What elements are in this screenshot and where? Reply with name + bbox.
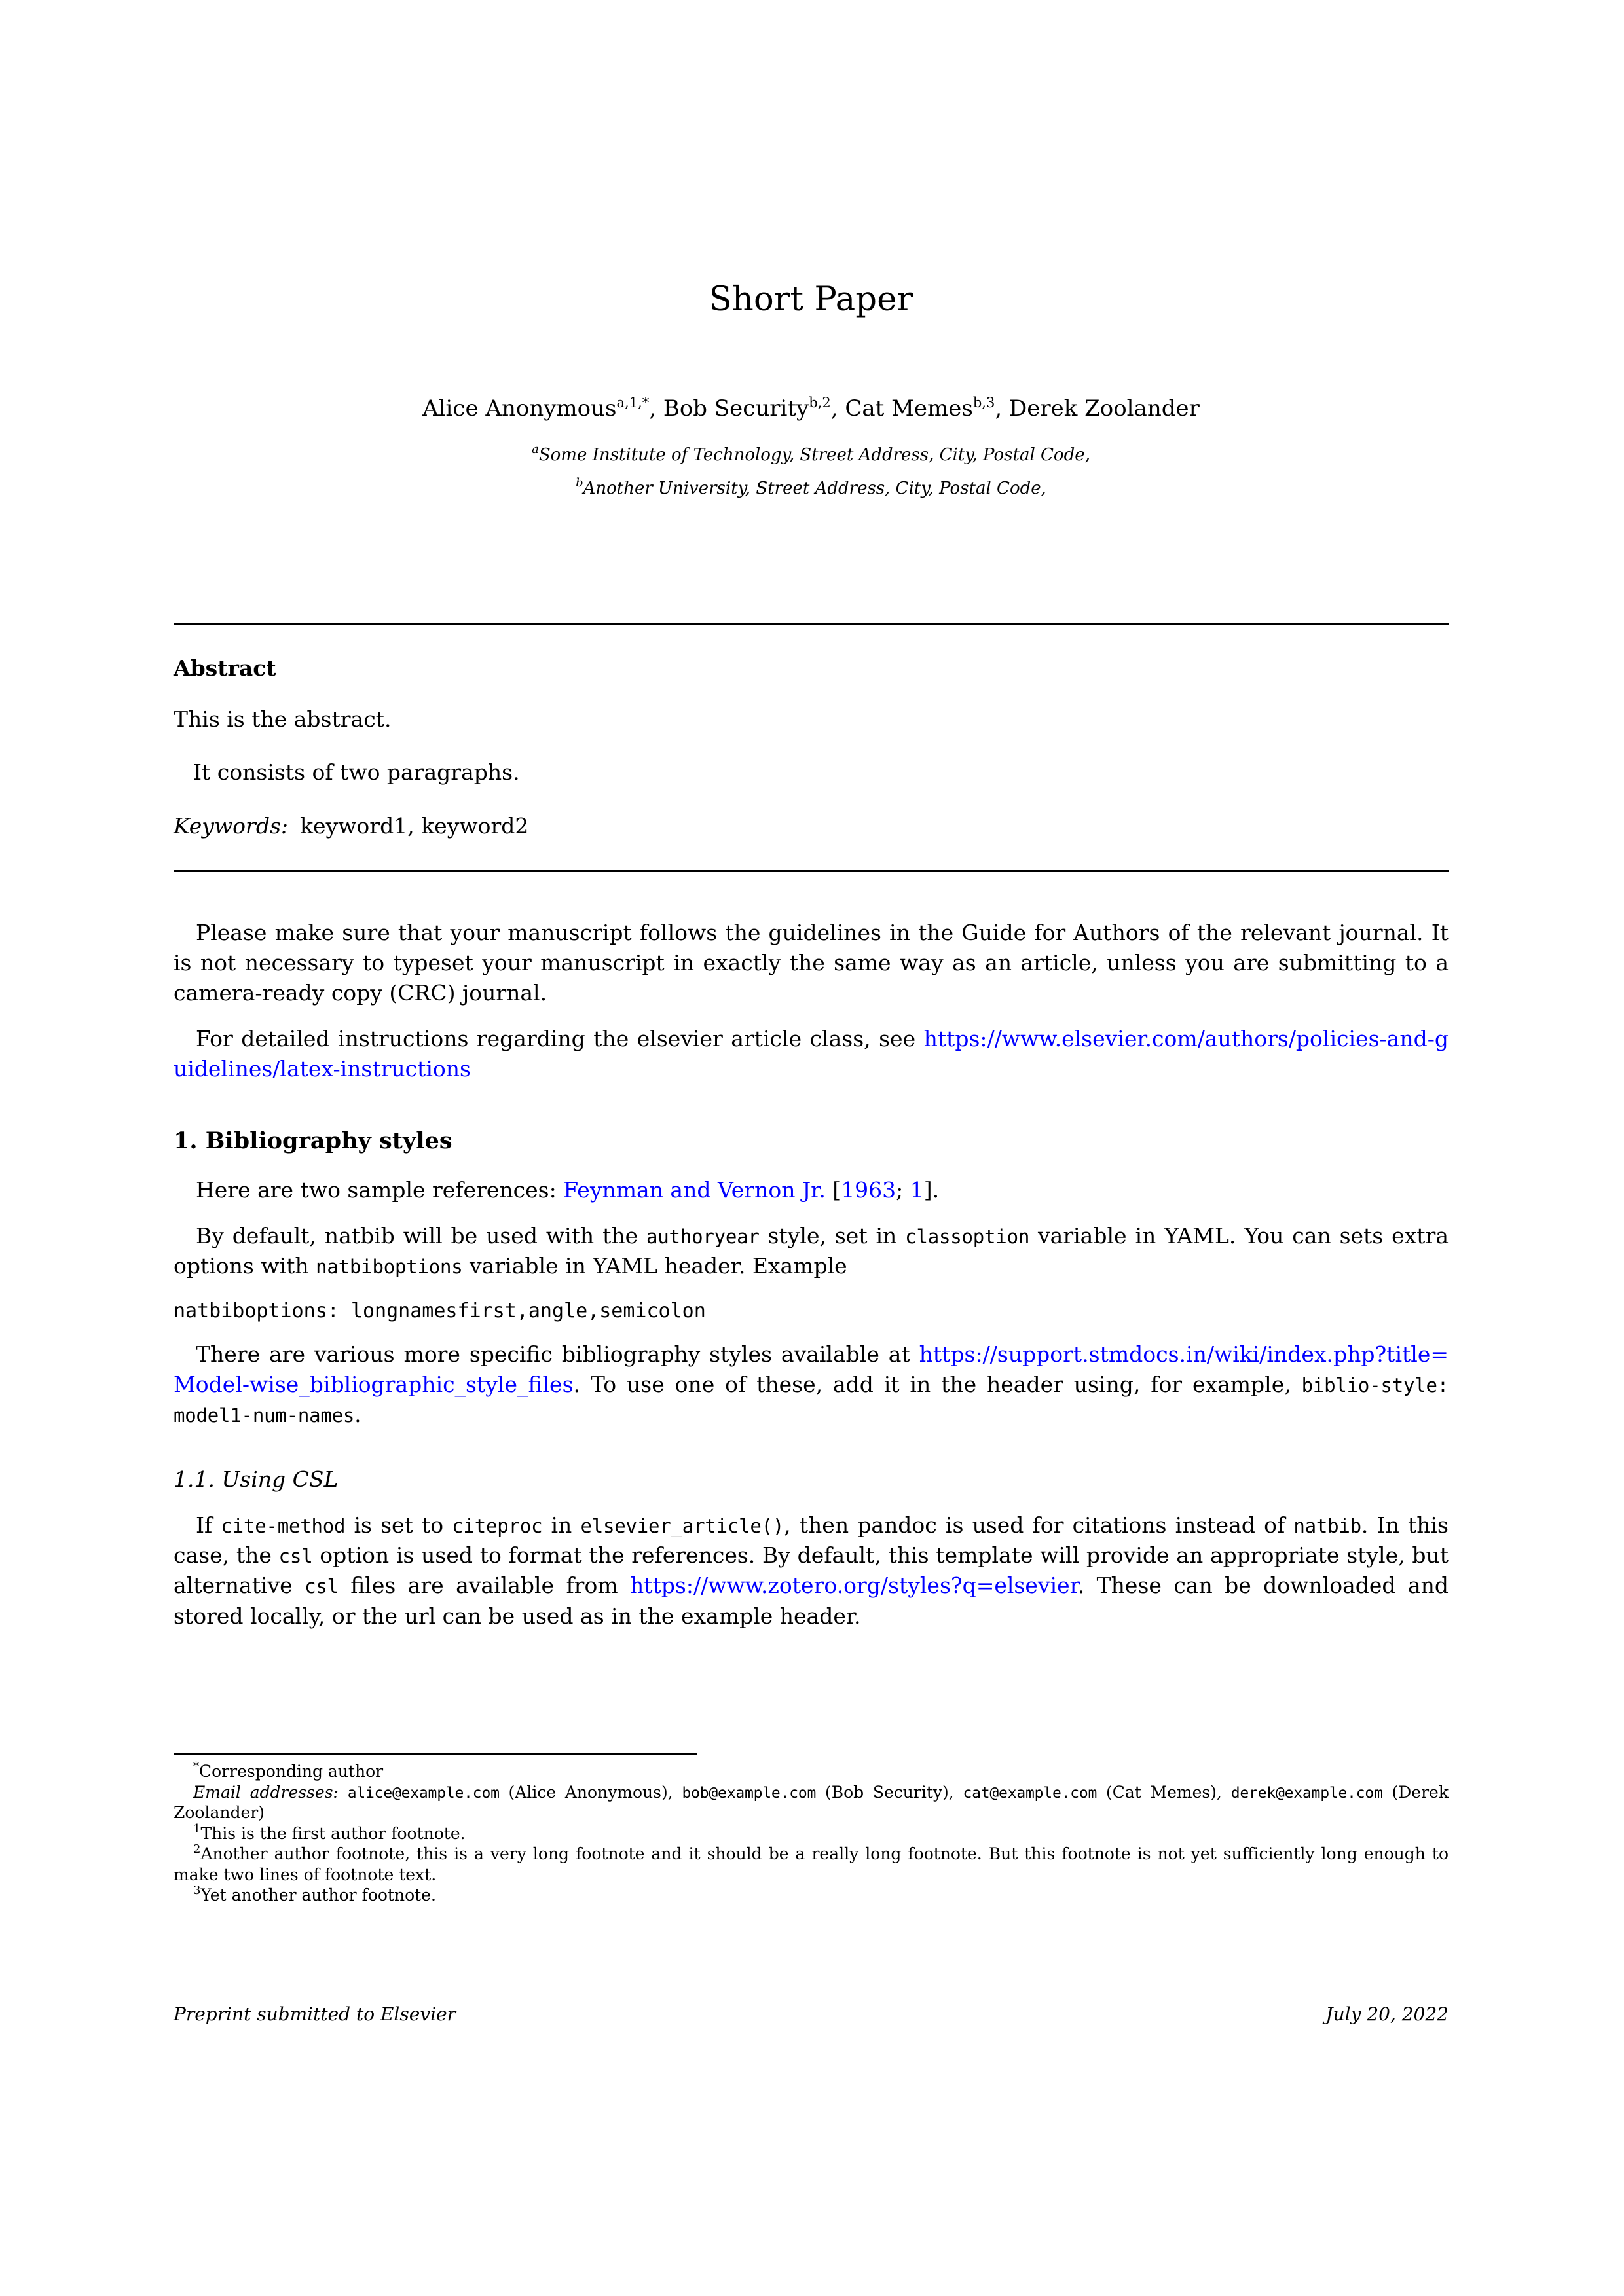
subsection-heading-using-csl: 1.1. Using CSL: [174, 1467, 339, 1493]
email-person-alice: (Alice Anonymous): [508, 1782, 668, 1802]
footnote-mark-1: 1: [193, 1822, 201, 1836]
instructions-prefix: For detailed instructions regarding the elsevier article class, see: [196, 1026, 924, 1052]
affiliation-text: Another University, Street Address, City, Postal Code,: [583, 479, 1046, 499]
styles-prefix: There are various more specific bibliography styles available at: [196, 1341, 919, 1368]
email-person-derek: (Derek Zoolander): [174, 1782, 1449, 1823]
footnote-divider: [174, 1753, 697, 1755]
styles-end-text: .: [354, 1402, 361, 1428]
zotero-styles-link[interactable]: https://www.zotero.org/styles?q=elsevier: [630, 1573, 1078, 1599]
author-list: [174, 394, 1449, 423]
abstract-paragraph-1: This is the abstract.: [174, 706, 392, 733]
citation-author-link[interactable]: Feynman and Vernon Jr.: [563, 1177, 826, 1203]
csl-text-g: files are available from: [338, 1573, 631, 1599]
email-derek: derek@example.com: [1230, 1784, 1383, 1802]
code-biblio-style: biblio-style: model1-num-names: [174, 1374, 1449, 1427]
citation-separator: ;: [896, 1177, 910, 1203]
references-prefix: Here are two sample references:: [196, 1177, 564, 1203]
author-name: Alice Anonymous: [422, 395, 617, 422]
csl-text-c: in: [542, 1512, 581, 1539]
code-classoption: classoption: [905, 1226, 1030, 1248]
latex-instructions-link[interactable]: https://www.elsevier.com/authors/policies-and-guidelines/latex-instructions: [174, 1026, 1449, 1082]
footnote-item-1: [174, 1823, 1449, 1844]
code-authoryear: authoryear: [646, 1226, 760, 1248]
citation-bracket-close: ].: [923, 1177, 940, 1203]
abstract-bottom-divider: [174, 870, 1449, 872]
section-heading-bibliography-styles: 1. Bibliography styles: [174, 1127, 452, 1155]
code-citeproc: citeproc: [452, 1515, 543, 1538]
keywords: [174, 813, 1449, 839]
email-trail-0: ,: [667, 1782, 682, 1802]
page-footer: [174, 2003, 1449, 2025]
code-csl-2: csl: [304, 1575, 339, 1598]
footer-right-date: July 20, 2022: [1325, 2003, 1449, 2025]
code-block-natbiboptions: natbiboptions: longnamesfirst,angle,semicolon: [174, 1300, 706, 1323]
footnote-text-3: Yet another author footnote.: [200, 1886, 436, 1905]
stmdocs-styles-link[interactable]: https://support.stmdocs.in/wiki/index.php?title=Model-wise_bibliographic_style_files: [174, 1341, 1449, 1398]
affiliation-a: [174, 443, 1449, 465]
abstract-paragraph-2: It consists of two paragraphs.: [193, 759, 520, 786]
csl-text-h: . These can be downloaded and stored locally, or the url can be used as in the example header.: [174, 1573, 1449, 1629]
csl-text-f: option is used to format the references. By default, this template will provide an appropriate style, but alternative: [174, 1542, 1449, 1599]
footnote-item-3: [174, 1885, 1449, 1906]
footnote-mark-star: *: [193, 1760, 199, 1774]
body-text: [174, 918, 1449, 1631]
code-csl-1: csl: [278, 1545, 313, 1568]
affiliation-text: Some Institute of Technology, Street Address, City, Postal Code,: [538, 445, 1090, 465]
intro-paragraph: Please make sure that your manuscript follows the guidelines in the Guide for Authors of the relevant journal. It is not necessary to typeset your manuscript in exactly the same way as an article, unless you are submitting to a camera-ready copy (CRC) journal.: [174, 920, 1449, 1006]
footnote-email-addresses: [174, 1782, 1449, 1823]
footnote-area: [174, 1753, 1449, 1906]
author-name: Derek Zoolander: [1008, 395, 1200, 422]
code-cite-method: cite-method: [221, 1515, 346, 1538]
author-name: Bob Security: [663, 395, 809, 422]
bibliography-styles-paragraph: [174, 1339, 1449, 1430]
email-alice: alice@example.com: [347, 1784, 500, 1802]
email-person-cat: (Cat Memes): [1105, 1782, 1217, 1802]
csl-text-d: , then pandoc is used for citations instead of: [784, 1512, 1294, 1539]
footnote-mark-2: 2: [193, 1842, 201, 1857]
footnote-text-1: This is the first author footnote.: [200, 1823, 466, 1843]
keywords-values: keyword1, keyword2: [300, 813, 529, 839]
affiliation-mark: a: [532, 443, 539, 457]
footnote-corresponding-author: [174, 1761, 1449, 1782]
author-separator: ,: [830, 395, 845, 422]
page-title: Short Paper: [709, 280, 913, 319]
csl-text-e: . In this case, the: [174, 1512, 1449, 1569]
natbib-text-a: By default, natbib will be used with the: [196, 1223, 647, 1249]
citation-bracket-open: [: [825, 1177, 841, 1203]
author-name: Cat Memes: [845, 395, 973, 422]
document-content: [174, 0, 1449, 1631]
author-marks: b,3: [972, 395, 995, 411]
author-marks: a,1,*: [616, 395, 650, 411]
footnote-mark-3: 3: [193, 1884, 201, 1898]
abstract-top-divider: [174, 623, 1449, 625]
email-trail-2: ,: [1217, 1782, 1231, 1802]
email-person-bob: (Bob Security): [824, 1782, 949, 1802]
title-block: [174, 0, 1449, 497]
natbib-text-c: variable in YAML. You can sets extra options with: [174, 1223, 1449, 1279]
csl-text-a: If: [196, 1512, 221, 1539]
citation-number-link[interactable]: 1: [910, 1177, 924, 1203]
natbib-text-b: style, set in: [759, 1223, 906, 1249]
keywords-label: Keywords:: [174, 813, 289, 839]
code-natbiboptions: natbiboptions: [316, 1256, 463, 1279]
email-bob: bob@example.com: [682, 1784, 817, 1802]
instructions-paragraph: [174, 1024, 1449, 1084]
csl-text-b: is set to: [345, 1512, 452, 1539]
styles-mid-text: . To use one of these, add it in the header using, for example,: [573, 1372, 1302, 1398]
footer-left-text: Preprint submitted to Elsevier: [174, 2003, 456, 2025]
author-marks: b,2: [809, 395, 831, 411]
email-addresses-label: Email addresses:: [193, 1782, 339, 1802]
footnote-item-2: [174, 1844, 1449, 1885]
sample-references-paragraph: [174, 1175, 1449, 1205]
author-separator: ,: [649, 395, 663, 422]
natbib-paragraph: [174, 1221, 1449, 1281]
code-elsevier-article: elsevier_article(): [580, 1515, 784, 1538]
footnote-text-2: Another author footnote, this is a very long footnote and it should be a really long footnote. But this footnote is not yet sufficiently long enough to make two lines of footnote text.: [174, 1844, 1449, 1884]
citation-year-link[interactable]: 1963: [841, 1177, 896, 1203]
email-cat: cat@example.com: [963, 1784, 1098, 1802]
code-natbib: natbib: [1293, 1515, 1361, 1538]
affiliation-mark: b: [576, 476, 583, 490]
email-trail-1: ,: [948, 1782, 963, 1802]
csl-paragraph: [174, 1510, 1449, 1631]
natbib-text-d: variable in YAML header. Example: [462, 1253, 847, 1279]
affiliation-b: [174, 476, 1449, 499]
footnote-corresponding-text: Corresponding author: [199, 1762, 384, 1781]
author-separator: ,: [995, 395, 1009, 422]
abstract-heading: Abstract: [174, 655, 276, 682]
